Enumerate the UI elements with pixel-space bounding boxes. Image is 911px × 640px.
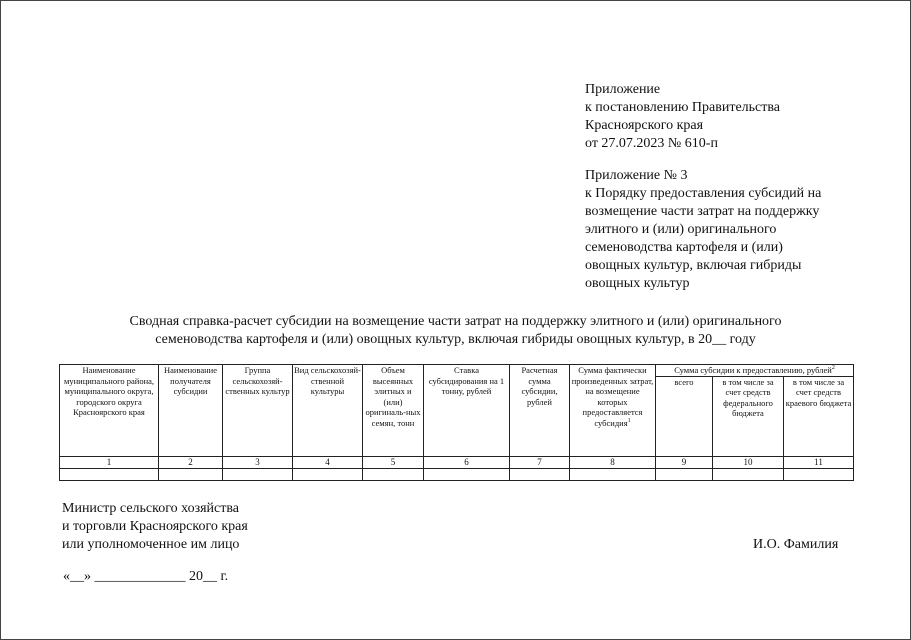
table-cell xyxy=(159,468,223,480)
header-subsidy-group-text: Сумма субсидии к предоставлению, рублей xyxy=(674,365,832,375)
appendix-line: семеноводства картофеля и (или) xyxy=(585,240,783,255)
table-cell xyxy=(60,468,159,480)
table-cell xyxy=(713,468,784,480)
appendix-line: элитного и (или) оригинального xyxy=(585,222,777,237)
appendix-header xyxy=(585,81,780,153)
column-number: 10 xyxy=(713,456,784,468)
table-cell xyxy=(784,468,854,480)
column-number: 2 xyxy=(159,456,223,468)
column-number: 8 xyxy=(570,456,656,468)
column-number: 11 xyxy=(784,456,854,468)
appendix-line: к постановлению Правительства xyxy=(585,100,781,115)
column-number: 5 xyxy=(363,456,424,468)
empty-data-row xyxy=(60,468,854,480)
footnote-mark: 1 xyxy=(627,417,631,424)
appendix-line: овощных культур xyxy=(585,276,690,291)
appendix-line: Приложение xyxy=(585,82,661,97)
table-cell xyxy=(570,468,656,480)
title-line-1: Сводная справка-расчет субсидии на возмещение части затрат на поддержку элитного и (или) оригинального xyxy=(129,314,782,329)
header-subsidy-group xyxy=(656,365,854,377)
appendix-subheader xyxy=(585,167,821,293)
appendix-line: овощных культур, включая гибриды xyxy=(585,258,802,273)
appendix-line: возмещение части затрат на поддержку xyxy=(585,204,820,219)
header-seed-volume: Объем высеянных элитных и (или) оригиналь-ных семян, тонн xyxy=(363,365,424,457)
column-number: 7 xyxy=(510,456,570,468)
header-calculated-sum: Расчетная сумма субсидии, рублей xyxy=(510,365,570,457)
table-cell xyxy=(510,468,570,480)
header-crop-group: Группа сельскохозяй-ственных культур xyxy=(223,365,293,457)
signer-line: Министр сельского хозяйства xyxy=(62,501,239,516)
calculation-table xyxy=(59,364,854,481)
appendix-line: Приложение № 3 xyxy=(585,168,688,183)
column-number: 6 xyxy=(424,456,510,468)
table-cell xyxy=(223,468,293,480)
table-cell xyxy=(293,468,363,480)
header-actual-costs xyxy=(570,365,656,457)
footnote-mark: 2 xyxy=(831,365,835,372)
signer-block xyxy=(62,500,248,554)
column-number: 4 xyxy=(293,456,363,468)
column-number: 9 xyxy=(656,456,713,468)
date-line: «__» _____________ 20__ г. xyxy=(63,569,229,584)
appendix-line: Красноярского края xyxy=(585,118,704,133)
header-actual-costs-text: Сумма фактически произведенных затрат, на возмещение которых предоставляется субсидия xyxy=(571,365,654,428)
column-number: 3 xyxy=(223,456,293,468)
header-recipient: Наименование получателя субсидии xyxy=(159,365,223,457)
header-district: Наименование муниципального района, муниципального округа, городского округа Красноярского края xyxy=(60,365,159,457)
table-cell xyxy=(656,468,713,480)
document-title xyxy=(60,313,851,349)
signer-line: или уполномоченное им лицо xyxy=(62,537,240,552)
appendix-line: от 27.07.2023 № 610-п xyxy=(585,136,718,151)
appendix-line: к Порядку предоставления субсидий на xyxy=(585,186,822,201)
header-rate: Ставка субсидирования на 1 тонну, рублей xyxy=(424,365,510,457)
table-cell xyxy=(424,468,510,480)
header-regional: в том числе за счет средств краевого бюджета xyxy=(784,376,854,456)
table-cell xyxy=(363,468,424,480)
signature-name: И.О. Фамилия xyxy=(753,537,839,552)
column-numbers-row xyxy=(60,456,854,468)
header-federal: в том числе за счет средств федерального бюджета xyxy=(713,376,784,456)
header-total: всего xyxy=(656,376,713,456)
header-crop-type: Вид сельскохозяй-ственной культуры xyxy=(293,365,363,457)
title-line-2: семеноводства картофеля и (или) овощных культур, включая гибриды овощных культур, в 20__ году xyxy=(155,332,756,347)
column-number: 1 xyxy=(60,456,159,468)
signer-line: и торговли Красноярского края xyxy=(62,519,248,534)
